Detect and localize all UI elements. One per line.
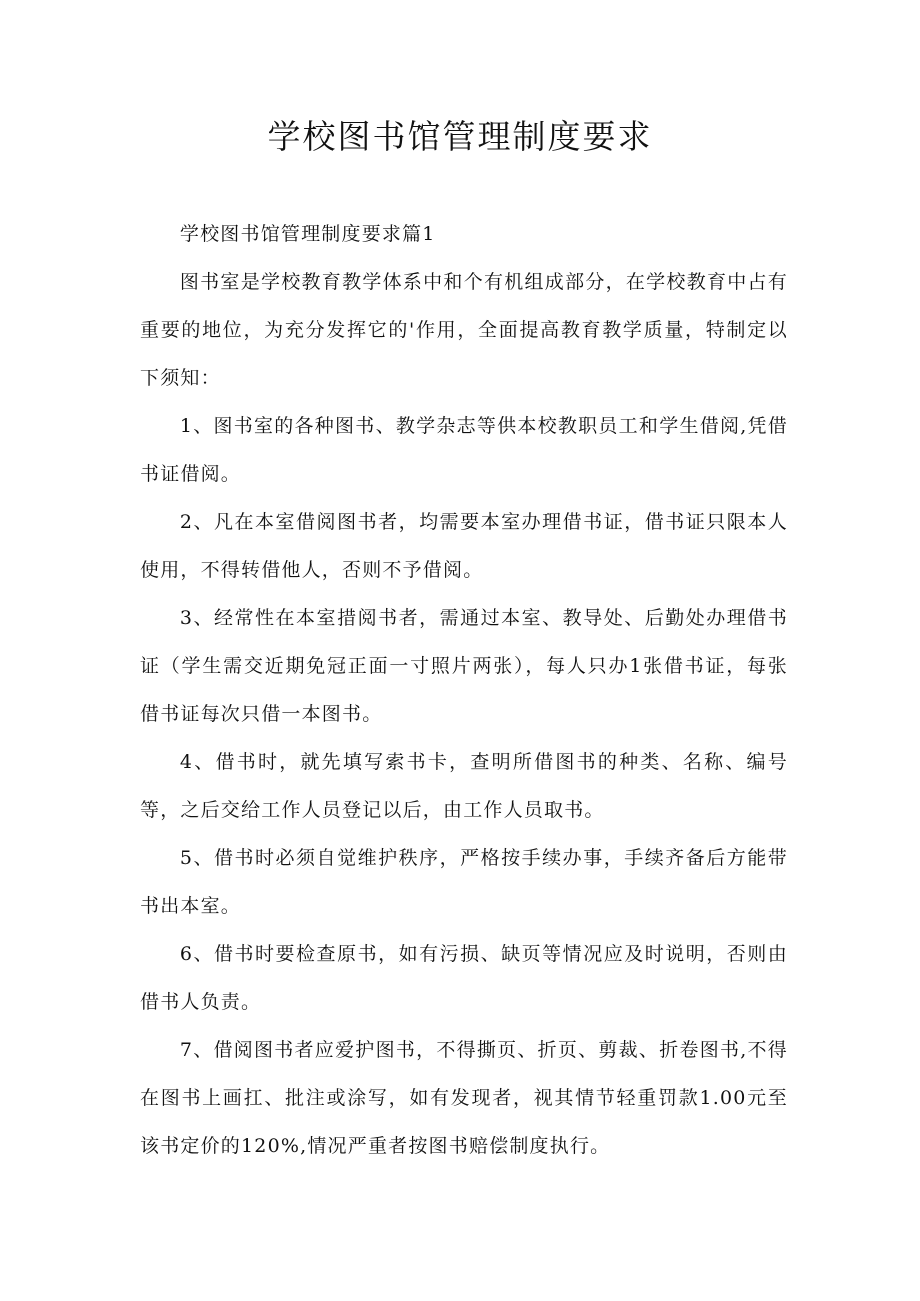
paragraph-intro: 图书室是学校教育教学体系中和个有机组成部分，在学校教育中占有重要的地位，为充分发挥它的'作用，全面提高教育教学质量，特制定以下须知：	[140, 271, 788, 389]
document-body	[140, 210, 788, 1170]
paragraph-rule-1: 1、图书室的各种图书、教学杂志等供本校教职员工和学生借阅,凭借书证借阅。	[140, 415, 788, 485]
paragraph-rule-2: 2、凡在本室借阅图书者，均需要本室办理借书证，借书证只限本人使用，不得转借他人，否则不予借阅。	[140, 511, 788, 581]
paragraph-rule-3: 3、经常性在本室措阅书者，需通过本室、教导处、后勤处办理借书证（学生需交近期免冠正面一寸照片两张），每人只办1张借书证，每张借书证每次只借一本图书。	[140, 607, 788, 725]
document-title: 学校图书馆管理制度要求	[267, 117, 653, 156]
paragraph-rule-5: 5、借书时必须自觉维护秩序，严格按手续办事，手续齐备后方能带书出本室。	[140, 847, 788, 917]
paragraph-rule-4: 4、借书时，就先填写索书卡，查明所借图书的种类、名称、编号等，之后交给工作人员登记以后，由工作人员取书。	[140, 751, 788, 821]
paragraph-rule-7: 7、借阅图书者应爱护图书，不得撕页、折页、剪裁、折卷图书,不得在图书上画扛、批注或涂写，如有发现者，视其情节轻重罚款1.00元至该书定价的120%,情况严重者按图书赔偿制度执行。	[140, 1039, 788, 1157]
paragraph-rule-6: 6、借书时要检查原书，如有污损、缺页等情况应及时说明，否则由借书人负责。	[140, 943, 788, 1013]
section-heading: 学校图书馆管理制度要求篇1	[179, 223, 436, 245]
